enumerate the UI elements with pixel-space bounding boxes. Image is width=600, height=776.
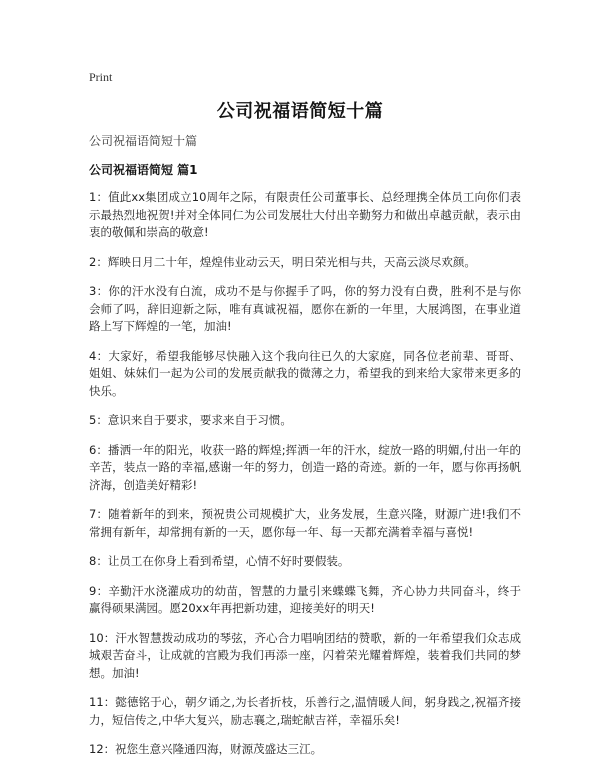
paragraph-6: 6：播洒一年的阳光，收获一路的辉煌;挥洒一年的汗水，绽放一路的明媚,付出一年的辛苦，装点一路的幸福,感谢一年的努力，创造一路的奇迹。新的一年，愿与你再扬帆济海，创造美好精彩! xyxy=(89,442,521,492)
page-title: 公司祝福语简短十篇 xyxy=(216,101,384,122)
paragraph-3: 3：你的汗水没有白流，成功不是与你握手了吗，你的努力没有白费，胜利不是与你会师了吗，辞旧迎新之际，唯有真诚祝福，愿你在新的一年里，大展鸿图，在事业道路上写下辉煌的一笔，加油! xyxy=(89,284,521,333)
paragraph-12: 12：祝您生意兴隆通四海，财源茂盛达三江。 xyxy=(89,742,323,756)
document-subtitle: 公司祝福语简短十篇 xyxy=(89,134,198,148)
paragraph-8: 8：让员工在你身上看到希望，心情不好时要假装。 xyxy=(89,554,350,568)
section-heading: 公司祝福语简短 篇1 xyxy=(89,163,198,177)
paragraph-11: 11：懿德铭于心，朝夕诵之,为长者折枝，乐善行之,温情暖人间，躬身践之,祝福齐接力，短信传之,中华大复兴，励志襄之,瑞蛇献吉祥，幸福乐矣! xyxy=(89,695,521,727)
print-link[interactable]: Print xyxy=(89,70,113,84)
paragraph-1: 1：值此xx集团成立10周年之际，有限责任公司董事长、总经理携全体员工向你们表示最热烈地祝贺!并对全体同仁为公司发展壮大付出辛勤努力和做出卓越贡献，表示由衷的敬佩和崇高的敬意! xyxy=(89,190,521,239)
paragraph-10: 10：汗水智慧拨动成功的琴弦，齐心合力唱响团结的赞歌，新的一年希望我们众志成城艰苦奋斗，让成就的宫殿为我们再添一座，闪着荣光耀着辉煌，装着我们共同的梦想。加油! xyxy=(89,630,521,680)
paragraph-7: 7：随着新年的到来，预祝贵公司规模扩大，业务发展，生意兴隆，财源广进!我们不常拥有新年，却常拥有新的一天，愿你每一年、每一天都充满着幸福与喜悦! xyxy=(89,507,521,539)
document-body xyxy=(89,133,521,771)
paragraph-9: 9：辛勤汗水浇灌成功的幼苗，智慧的力量引来蝶蝶飞舞，齐心协力共同奋斗，终于赢得硕果满园。愿20xx年再把新功建，迎接美好的明天! xyxy=(89,583,521,615)
paragraph-5: 5：意识来自于要求，要求来自于习惯。 xyxy=(89,413,292,427)
paragraph-2: 2：辉映日月二十年，煌煌伟业动云天，明日荣光相与共，天高云淡尽欢颜。 xyxy=(89,254,476,269)
paragraph-4: 4：大家好，希望我能够尽快融入这个我向往已久的大家庭，同各位老前辈、哥哥、姐姐、妹妹们一起为公司的发展贡献我的微薄之力，希望我的到来给大家带来更多的快乐。 xyxy=(89,348,521,398)
